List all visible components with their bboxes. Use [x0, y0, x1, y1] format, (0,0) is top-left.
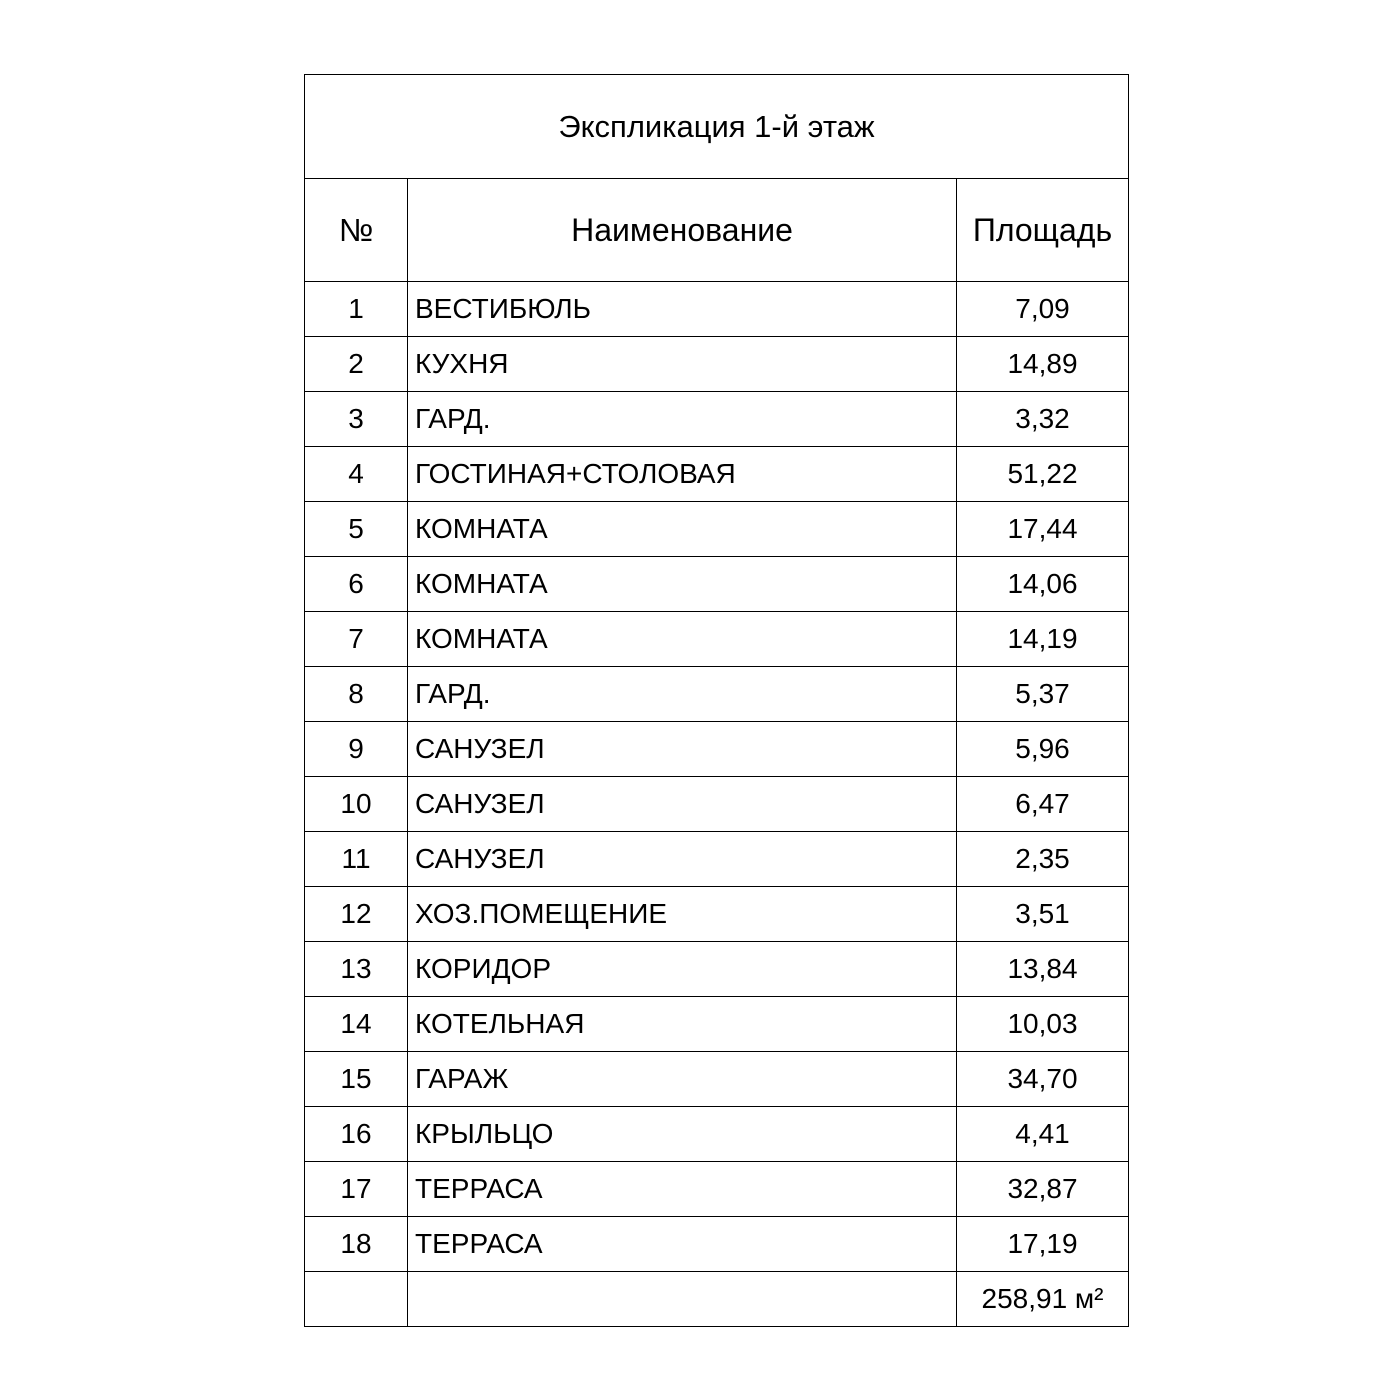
room-area: 3,51: [957, 887, 1129, 942]
table-row: [305, 392, 1129, 447]
room-area: 17,19: [957, 1217, 1129, 1272]
room-name: ХОЗ.ПОМЕЩЕНИЕ: [408, 887, 957, 942]
room-name: ГАРД.: [408, 667, 957, 722]
room-name: КОМНАТА: [408, 557, 957, 612]
row-number: 16: [305, 1107, 408, 1162]
row-number: 5: [305, 502, 408, 557]
room-area: 14,89: [957, 337, 1129, 392]
total-area: 258,91 м²: [957, 1272, 1129, 1327]
table-row: [305, 997, 1129, 1052]
explication-table: [304, 74, 1129, 1327]
room-area: 13,84: [957, 942, 1129, 997]
row-number: 10: [305, 777, 408, 832]
table-row: [305, 1107, 1129, 1162]
room-name: КУХНЯ: [408, 337, 957, 392]
row-number: 13: [305, 942, 408, 997]
header-name: Наименование: [408, 179, 957, 282]
table-row: [305, 887, 1129, 942]
table-row: [305, 502, 1129, 557]
room-name: КОМНАТА: [408, 612, 957, 667]
room-name: ГАРАЖ: [408, 1052, 957, 1107]
row-number: 3: [305, 392, 408, 447]
total-empty-name: [408, 1272, 957, 1327]
room-area: 5,96: [957, 722, 1129, 777]
header-num: №: [305, 179, 408, 282]
room-area: 10,03: [957, 997, 1129, 1052]
total-empty-num: [305, 1272, 408, 1327]
room-area: 6,47: [957, 777, 1129, 832]
table-row: [305, 942, 1129, 997]
room-area: 17,44: [957, 502, 1129, 557]
table-row: [305, 1217, 1129, 1272]
row-number: 12: [305, 887, 408, 942]
room-area: 5,37: [957, 667, 1129, 722]
room-area: 34,70: [957, 1052, 1129, 1107]
table-header-row: [305, 179, 1129, 282]
room-area: 14,06: [957, 557, 1129, 612]
row-number: 18: [305, 1217, 408, 1272]
row-number: 7: [305, 612, 408, 667]
table-row: [305, 667, 1129, 722]
room-name: КОМНАТА: [408, 502, 957, 557]
table-row: [305, 337, 1129, 392]
table-title: Экспликация 1-й этаж: [305, 75, 1129, 179]
row-number: 14: [305, 997, 408, 1052]
room-name: КРЫЛЬЦО: [408, 1107, 957, 1162]
table-row: [305, 612, 1129, 667]
room-area: 7,09: [957, 282, 1129, 337]
room-area: 4,41: [957, 1107, 1129, 1162]
room-name: ТЕРРАСА: [408, 1217, 957, 1272]
room-name: ГАРД.: [408, 392, 957, 447]
table-row: [305, 832, 1129, 887]
room-area: 3,32: [957, 392, 1129, 447]
room-area: 32,87: [957, 1162, 1129, 1217]
row-number: 4: [305, 447, 408, 502]
table-title-row: [305, 75, 1129, 179]
table-row: [305, 722, 1129, 777]
row-number: 17: [305, 1162, 408, 1217]
table-row: [305, 447, 1129, 502]
table-row: [305, 557, 1129, 612]
row-number: 6: [305, 557, 408, 612]
row-number: 9: [305, 722, 408, 777]
room-name: КОТЕЛЬНАЯ: [408, 997, 957, 1052]
table-row: [305, 777, 1129, 832]
table-row: [305, 1052, 1129, 1107]
room-name: КОРИДОР: [408, 942, 957, 997]
row-number: 2: [305, 337, 408, 392]
room-name: САНУЗЕЛ: [408, 722, 957, 777]
table-row: [305, 282, 1129, 337]
room-name: ВЕСТИБЮЛЬ: [408, 282, 957, 337]
room-name: САНУЗЕЛ: [408, 832, 957, 887]
row-number: 15: [305, 1052, 408, 1107]
header-area: Площадь: [957, 179, 1129, 282]
row-number: 11: [305, 832, 408, 887]
table-total-row: [305, 1272, 1129, 1327]
room-area: 51,22: [957, 447, 1129, 502]
room-name: САНУЗЕЛ: [408, 777, 957, 832]
room-name: ТЕРРАСА: [408, 1162, 957, 1217]
table-row: [305, 1162, 1129, 1217]
row-number: 1: [305, 282, 408, 337]
room-area: 2,35: [957, 832, 1129, 887]
room-area: 14,19: [957, 612, 1129, 667]
row-number: 8: [305, 667, 408, 722]
room-name: ГОСТИНАЯ+СТОЛОВАЯ: [408, 447, 957, 502]
